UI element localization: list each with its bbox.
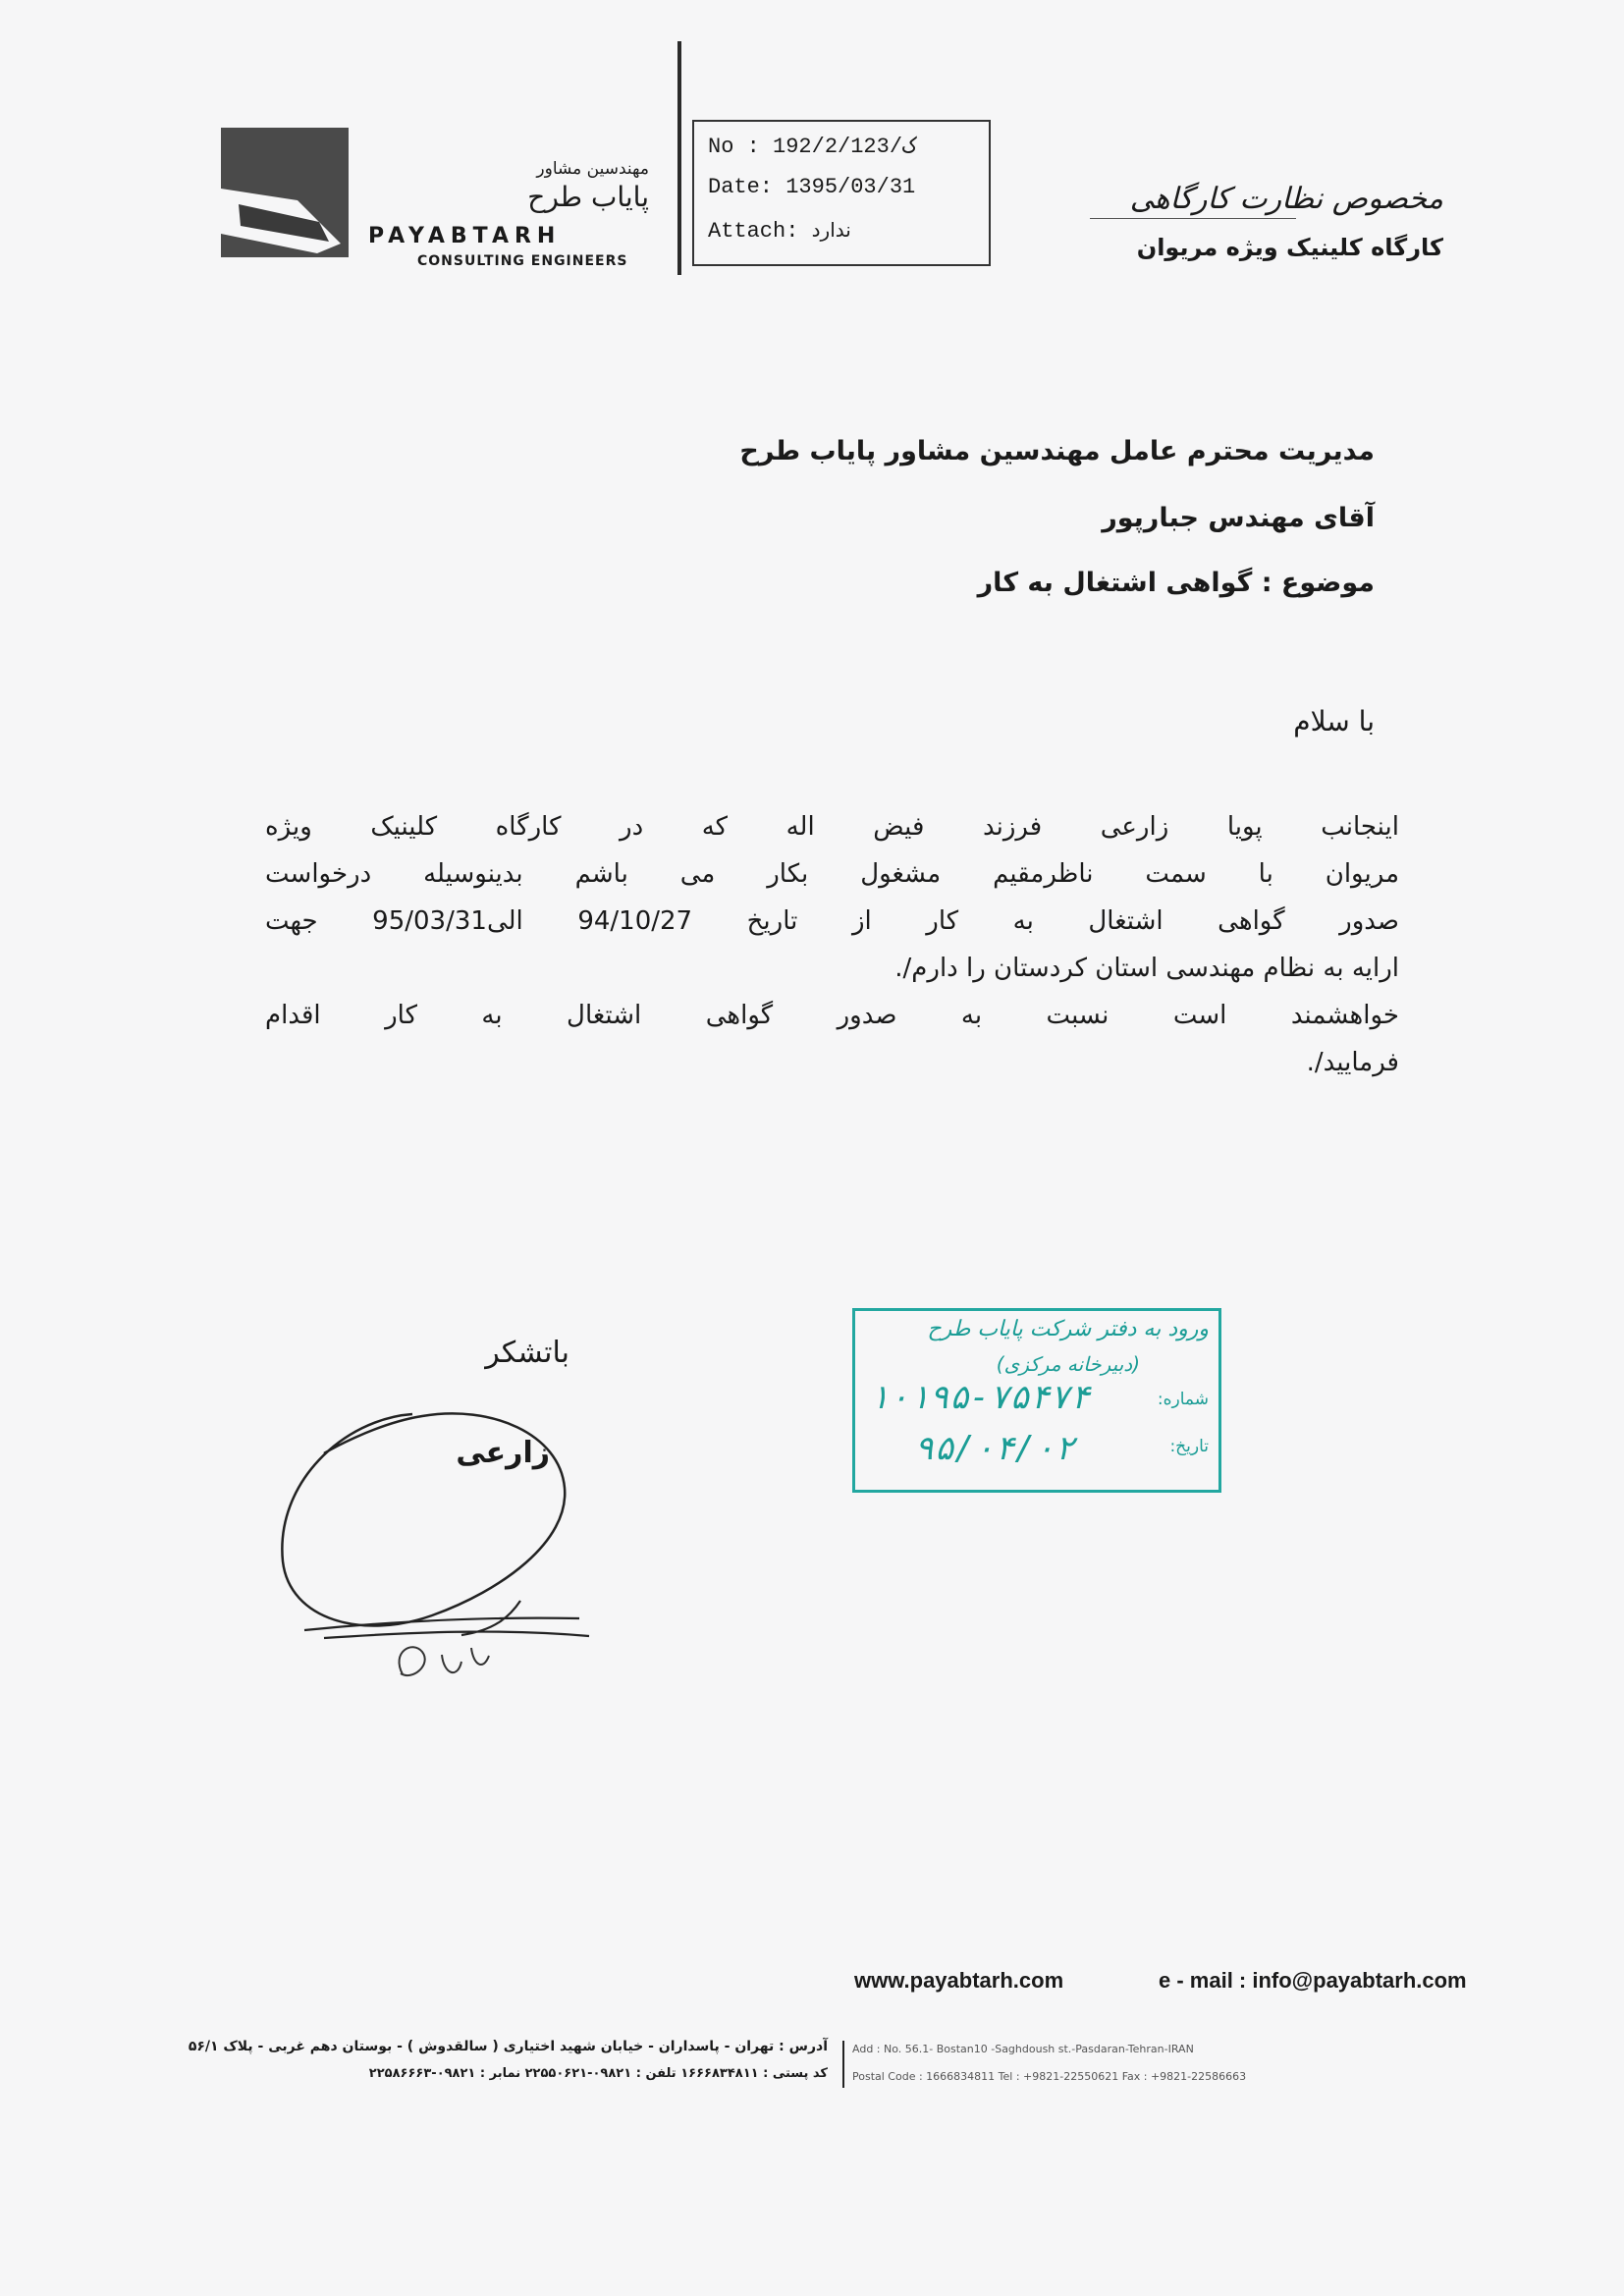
footer-website: www.payabtarh.com — [854, 1968, 1064, 1993]
firm-name-fa-small: مهندسین مشاور — [536, 159, 649, 179]
signer-name: زارعی — [456, 1436, 550, 1470]
ref-attach-label: Attach: — [708, 219, 799, 244]
ref-attach-value: ندارد — [811, 218, 851, 242]
ref-number — [708, 134, 915, 159]
closing-thanks: باتشکر — [485, 1336, 569, 1370]
body-line: ارایه به نظام مهندسی استان کردستان را دارم/. — [894, 954, 1399, 983]
firm-name-en: PAYABTARH — [368, 224, 562, 248]
stamp-date-value: ۹۵/۰۴/۰۲ — [914, 1429, 1075, 1468]
letter-body — [265, 803, 1399, 1086]
ref-number-value: 192/2/ک/123 — [773, 135, 916, 159]
footer-email: e - mail : info@payabtarh.com — [1159, 1968, 1467, 1993]
header-title: مخصوص نظارت کارگاهی — [1129, 182, 1443, 216]
body-line: اینجانب پویا زارعی فرزند فیض اله که در کارگاه کلینیک ویژه — [265, 812, 1399, 842]
ref-date-value: 1395/03/31 — [785, 175, 916, 199]
stamp-title: ورود به دفتر شرکت پایاب طرح — [927, 1317, 1209, 1341]
letter-subject: موضوع : گواهی اشتغال به کار — [977, 568, 1375, 598]
body-line: مریوان با سمت ناظرمقیم مشغول بکار می باشم بدینوسیله درخواست — [265, 859, 1399, 889]
header-underline — [1090, 218, 1296, 219]
stamp-date-label: تاریخ: — [1169, 1437, 1209, 1456]
footer-contact-en: Postal Code : 1666834811 Tel : +9821-22550621 Fax : +9821-22586663 — [852, 2070, 1247, 2083]
stamp-number-label: شماره: — [1157, 1390, 1209, 1409]
firm-logo-block — [221, 128, 653, 275]
body-line: خواهشمند است نسبت به صدور گواهی اشتغال به کار اقدام — [265, 1001, 1399, 1030]
footer-divider — [842, 2041, 844, 2088]
ref-date — [708, 175, 915, 199]
addressee-person: آقای مهندس جبارپور — [1102, 503, 1375, 533]
ref-number-label: No : — [708, 135, 760, 159]
stamp-number-value: ۱۰۱۹۵-۷۵۴۷۴ — [869, 1378, 1091, 1417]
addressee-management: مدیریت محترم عامل مهندسین مشاور پایاب طرح — [739, 436, 1375, 466]
firm-tagline-en: CONSULTING ENGINEERS — [417, 253, 628, 269]
footer-address-en: Add : No. 56.1- Bostan10 -Saghdoush st.-Pasdaran-Tehran-IRAN — [852, 2043, 1194, 2055]
footer-contact-fa: کد پستی : ۱۶۶۶۸۳۴۸۱۱ تلفن : ۰۹۸۲۱-۲۲۵۵۰۶۲۱ نمابر : ۰۹۸۲۱-۲۲۵۸۶۶۶۳ — [368, 2066, 828, 2081]
ref-date-label: Date: — [708, 175, 774, 199]
header-divider — [677, 41, 681, 275]
ref-attachment — [708, 218, 851, 244]
firm-name-fa: پایاب طرح — [527, 181, 649, 213]
greeting: با سلام — [1293, 705, 1375, 738]
payabtarh-logo-icon — [221, 128, 349, 257]
footer-address-fa: آدرس : تهران - پاسداران - خیابان شهید اختیاری ( سالقدوش ) - بوستان دهم غربی - پلاک ۵۶/۱ — [188, 2039, 828, 2054]
stamp-subtitle: (دبیرخانه مرکزی) — [996, 1352, 1140, 1376]
reference-box — [692, 120, 991, 266]
body-line: صدور گواهی اشتغال به کار از تاریخ 94/10/27 الی95/03/31 جهت — [265, 906, 1399, 936]
header-subtitle: کارگاه کلینیک ویژه مریوان — [1136, 234, 1443, 261]
body-line: فرمایید/. — [1306, 1048, 1399, 1077]
receipt-stamp — [852, 1308, 1221, 1493]
